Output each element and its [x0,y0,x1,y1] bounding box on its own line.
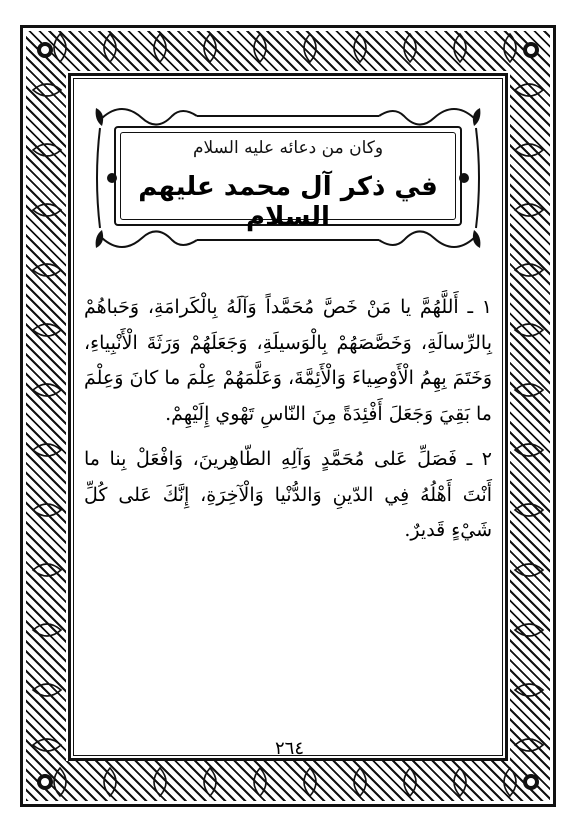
chapter-subtitle: وكان من دعائه عليه السلام [192,138,384,158]
body-text [84,290,492,559]
page-number: ٢٦٤ [274,738,304,759]
chapter-title: في ذكر آل محمد عليهم السلام [138,172,438,232]
paragraph-1: ١ ـ أَللَّهُمَّ يا مَنْ خَصَّ مُحَمَّداً وَآلَهُ بِالْكَرامَةِ، وَحَباهُمْ بِالرِّسالَةِ، وَخَصَّصَهُمْ بِالْوَسيلَةِ، وَجَعَلَهُمْ وَرَثَةَ الْأَنْبِياءِ، وَخَتَمَ بِهِمُ الْأَوْصِياءَ وَالْأَئِمَّةَ، وَعَلَّمَهُمْ عِلْمَ ما كانَ وَعِلْمَ ما بَقِيَ وَجَعَلَ أَفْئِدَةً مِنَ النّاسِ تَهْوي إِلَيْهِمْ. [84,296,492,425]
header-cartouche [92,98,484,258]
paragraph-2: ٢ ـ فَصَلِّ عَلى مُحَمَّدٍ وَآلِهِ الطّاهِرينَ، وَافْعَلْ بِنا ما أَنْتَ أَهْلُهُ فِي الدّينِ وَالدُّنْيا وَالْآخِرَةِ، إِنَّكَ عَلى كُلِّ شَيْءٍ قَديرٌ. [84,448,492,541]
